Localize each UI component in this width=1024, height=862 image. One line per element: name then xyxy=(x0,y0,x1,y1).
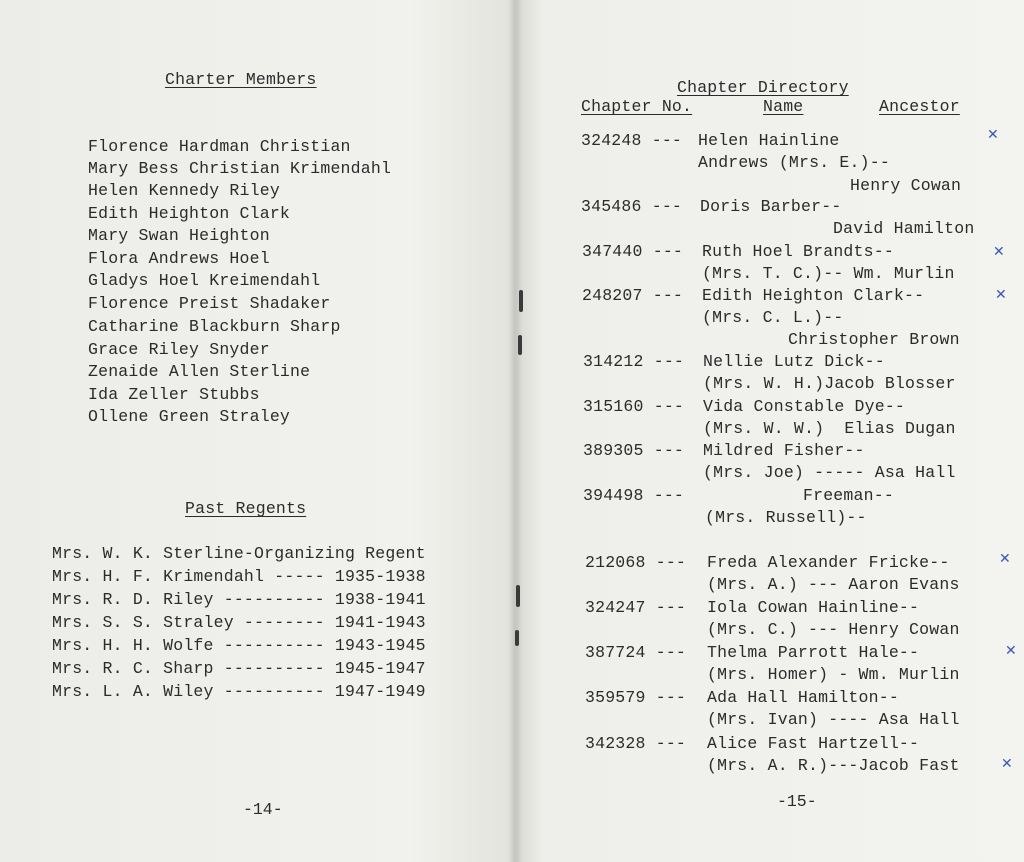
member-name: (Mrs. C. L.)-- xyxy=(702,308,844,327)
check-mark: ✕ xyxy=(1001,756,1013,772)
charter-member: Helen Kennedy Riley xyxy=(88,181,280,200)
charter-member: Ollene Green Straley xyxy=(88,407,291,426)
right-page xyxy=(515,0,1024,862)
ancestor-name: Christopher Brown xyxy=(788,330,960,349)
column-header-ancestor: Ancestor xyxy=(879,97,960,116)
chapter-number: 345486 --- xyxy=(581,197,683,216)
member-name: (Mrs. Joe) ----- Asa Hall xyxy=(703,463,956,482)
chapter-directory-heading: Chapter Directory xyxy=(677,78,849,97)
member-name: Edith Heighton Clark-- xyxy=(702,286,925,305)
column-header-name: Name xyxy=(763,97,804,116)
check-mark: ✕ xyxy=(1005,643,1017,659)
member-name: (Mrs. A. R.)---Jacob Fast xyxy=(707,756,960,775)
chapter-number: 342328 --- xyxy=(585,734,687,753)
charter-member: Mary Swan Heighton xyxy=(88,226,270,245)
page-number-right: -15- xyxy=(777,792,817,811)
member-name: (Mrs. Russell)-- xyxy=(705,508,867,527)
ancestor-name: David Hamilton xyxy=(833,219,975,238)
past-regent: Mrs. L. A. Wiley ---------- 1947-1949 xyxy=(52,682,426,701)
charter-members-heading: Charter Members xyxy=(165,70,317,89)
member-name: Iola Cowan Hainline-- xyxy=(707,598,920,617)
past-regent: Mrs. R. D. Riley ---------- 1938-1941 xyxy=(52,590,426,609)
member-name: Andrews (Mrs. E.)-- xyxy=(698,153,890,172)
chapter-number: 315160 --- xyxy=(583,397,685,416)
member-name: Ada Hall Hamilton-- xyxy=(707,688,899,707)
column-header-chapter-no: Chapter No. xyxy=(581,97,693,116)
past-regents-heading: Past Regents xyxy=(185,499,307,518)
ancestor-name: Henry Cowan xyxy=(850,176,962,195)
member-name: (Mrs. Ivan) ---- Asa Hall xyxy=(707,710,960,729)
chapter-number: 314212 --- xyxy=(583,352,685,371)
charter-member: Flora Andrews Hoel xyxy=(88,249,270,268)
past-regent: Mrs. H. H. Wolfe ---------- 1943-1945 xyxy=(52,636,426,655)
member-name: Thelma Parrott Hale-- xyxy=(707,643,920,662)
charter-member: Ida Zeller Stubbs xyxy=(88,385,260,404)
member-name: (Mrs. C.) --- Henry Cowan xyxy=(707,620,960,639)
member-name: Freda Alexander Fricke-- xyxy=(707,553,950,572)
member-name: (Mrs. W. W.) Elias Dugan xyxy=(703,419,956,438)
member-name: Nellie Lutz Dick-- xyxy=(703,352,885,371)
member-name: (Mrs. A.) --- Aaron Evans xyxy=(707,575,960,594)
chapter-number: 324248 --- xyxy=(581,131,683,150)
check-mark: ✕ xyxy=(987,127,999,143)
charter-member: Mary Bess Christian Krimendahl xyxy=(88,159,392,178)
member-name: Doris Barber-- xyxy=(700,197,842,216)
chapter-number: 347440 --- xyxy=(582,242,684,261)
charter-member: Gladys Hoel Kreimendahl xyxy=(88,271,321,290)
charter-member: Florence Hardman Christian xyxy=(88,137,351,156)
member-name: (Mrs. T. C.)-- Wm. Murlin xyxy=(702,264,955,283)
member-name: Alice Fast Hartzell-- xyxy=(707,734,920,753)
past-regent: Mrs. S. S. Straley -------- 1941-1943 xyxy=(52,613,426,632)
check-mark: ✕ xyxy=(995,287,1007,303)
chapter-number: 394498 --- xyxy=(583,486,685,505)
chapter-number: 248207 --- xyxy=(582,286,684,305)
member-name: Mildred Fisher-- xyxy=(703,441,865,460)
member-name: Freeman-- xyxy=(803,486,894,505)
chapter-number: 324247 --- xyxy=(585,598,687,617)
past-regent: Mrs. R. C. Sharp ---------- 1945-1947 xyxy=(52,659,426,678)
member-name: (Mrs. W. H.)Jacob Blosser xyxy=(703,374,956,393)
page-number-left: -14- xyxy=(243,800,283,819)
charter-member: Florence Preist Shadaker xyxy=(88,294,331,313)
member-name: (Mrs. Homer) - Wm. Murlin xyxy=(707,665,960,684)
charter-member: Zenaide Allen Sterline xyxy=(88,362,311,381)
charter-member: Grace Riley Snyder xyxy=(88,340,270,359)
check-mark: ✕ xyxy=(999,551,1011,567)
check-mark: ✕ xyxy=(993,244,1005,260)
chapter-number: 387724 --- xyxy=(585,643,687,662)
past-regent: Mrs. W. K. Sterline-Organizing Regent xyxy=(52,544,426,563)
charter-member: Edith Heighton Clark xyxy=(88,204,291,223)
chapter-number: 212068 --- xyxy=(585,553,687,572)
member-name: Helen Hainline xyxy=(698,131,840,150)
member-name: Ruth Hoel Brandts-- xyxy=(702,242,894,261)
chapter-number: 389305 --- xyxy=(583,441,685,460)
member-name: Vida Constable Dye-- xyxy=(703,397,906,416)
chapter-number: 359579 --- xyxy=(585,688,687,707)
past-regent: Mrs. H. F. Krimendahl ----- 1935-1938 xyxy=(52,567,426,586)
charter-member: Catharine Blackburn Sharp xyxy=(88,317,341,336)
